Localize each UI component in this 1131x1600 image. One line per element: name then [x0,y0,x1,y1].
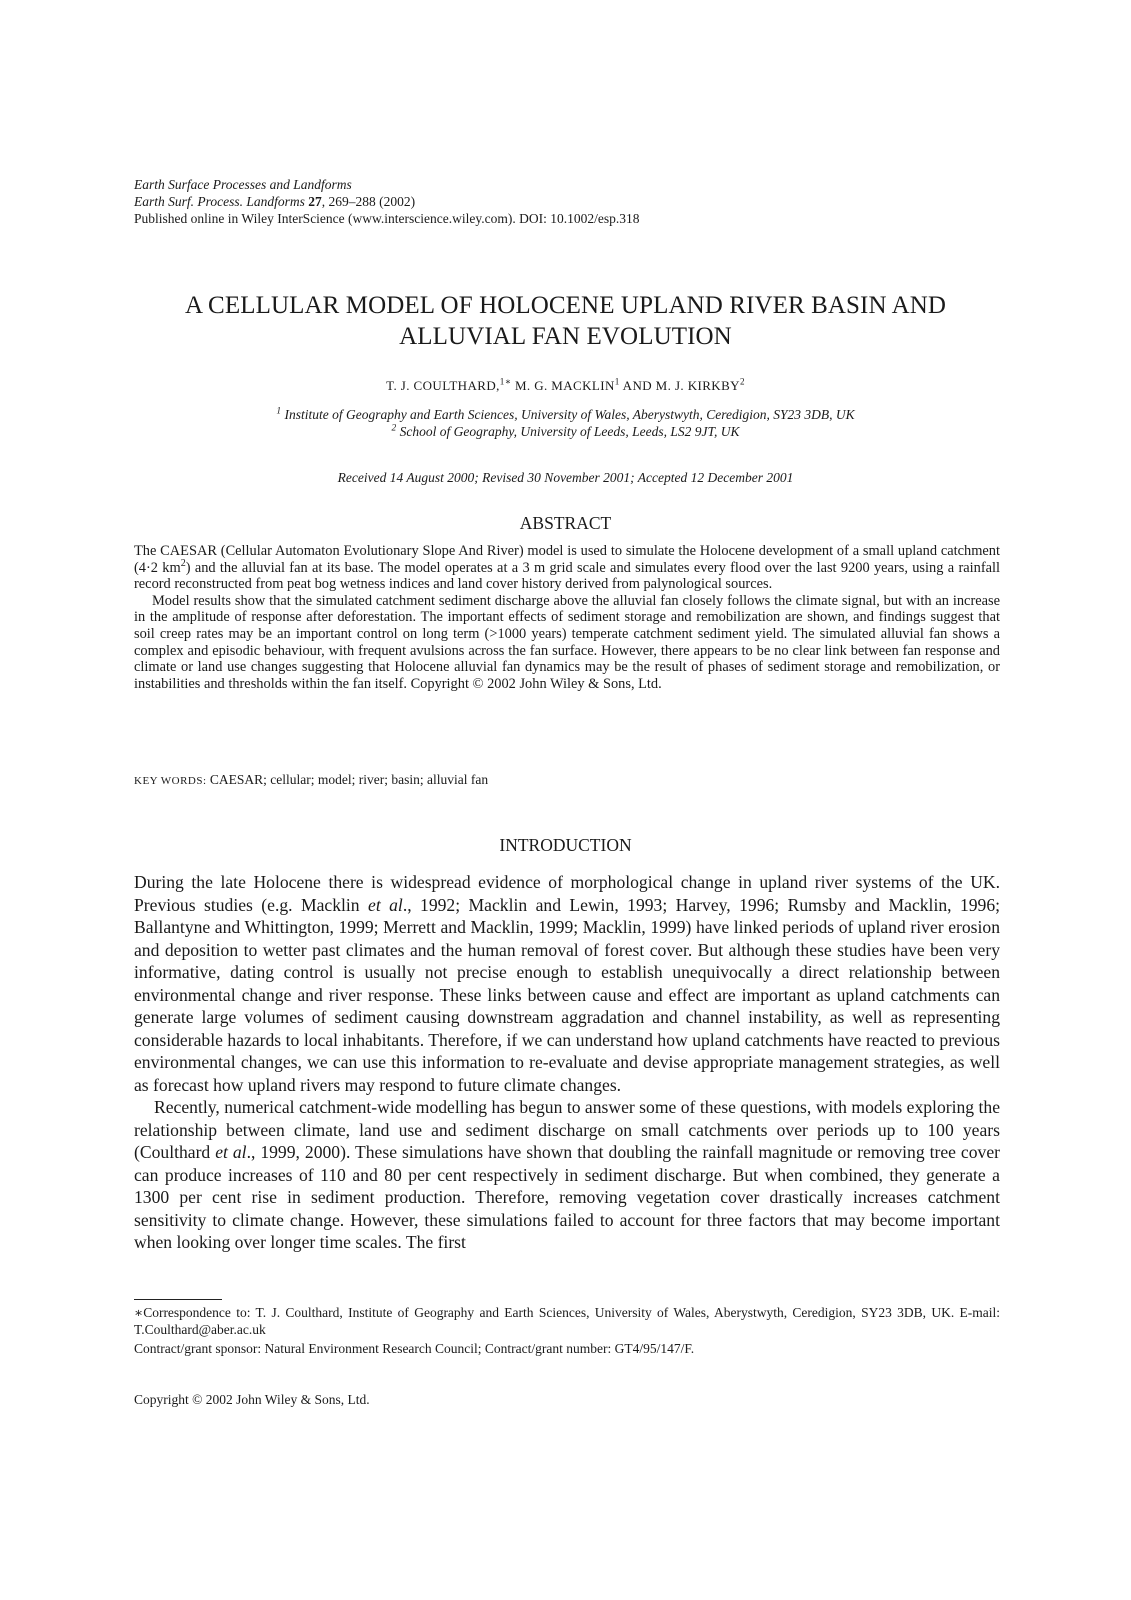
affiliation-2 [120,423,1011,440]
affiliation-1-number: 1 [276,406,282,417]
abstract-p1-text-b: ) and the alluvial fan at its base. The model operates at a 3 m grid scale and simulates every flood over the last 9200 years, using a rainfall record reconstructed from peat bog wetness indices and land cover history derived from palynological sources. [134,559,1000,593]
author-2: M. G. MACKLIN [511,378,615,393]
author-1-corresponding-mark: ∗ [504,376,512,387]
journal-pages-year: , 269–288 (2002) [321,194,416,209]
affiliation-2-number: 2 [391,423,397,434]
title-line-1: A CELLULAR MODEL OF HOLOCENE UPLAND RIVER BASIN AND [184,292,947,319]
footnotes [134,1304,1000,1359]
received-dates: Received 14 August 2000; Revised 30 November 2001; Accepted 12 December 2001 [337,470,794,485]
introduction-heading: INTRODUCTION [499,835,632,855]
abstract-heading: ABSTRACT [519,513,612,533]
title-line-2: ALLUVIAL FAN EVOLUTION [399,323,732,350]
intro-paragraph-1 [134,871,1000,1096]
author-1-affil: 1 [499,376,505,387]
abstract-p1-text-a: The CAESAR (Cellular Automaton Evolutionary Slope And River) model is used to simulate the Holocene development of a small upland catchment (4·2 km [134,543,1000,576]
grant-footnote: Contract/grant sponsor: Natural Environment Research Council; Contract/grant number: GT4/95/147/F. [134,1341,695,1356]
keywords-text: CAESAR; cellular; model; river; basin; alluvial fan [206,772,489,787]
abstract-p1-superscript: 2 [180,557,186,569]
intro-paragraph-2 [134,1096,1000,1254]
abstract-body [134,543,1000,692]
correspondence-text: Correspondence to: T. J. Coulthard, Institute of Geography and Earth Sciences, University of Wales, Aberystwyth, Ceredigion, SY23 3DB, UK. E-mail: T.Coulthard@aber.ac.uk [134,1305,1000,1337]
journal-abbrev: Earth Surf. Process. Landforms [134,194,305,209]
author-3: AND M. J. KIRKBY [619,378,740,393]
journal-doi: Published online in Wiley InterScience (www.interscience.wiley.com). DOI: 10.1002/esp.318 [134,211,640,226]
abstract-paragraph-1 [134,543,1000,593]
journal-name: Earth Surface Processes and Landforms [134,177,352,192]
journal-citation [134,193,1000,210]
copyright-notice: Copyright © 2002 John Wiley & Sons, Ltd. [134,1392,370,1407]
intro-p1-text-a: During the late Holocene there is widespread evidence of morphological change in upland river systems of the UK. Previous studies (e.g. Macklin [134,872,1000,915]
journal-header [134,176,1000,227]
intro-p2-text-a: Recently, numerical catchment-wide modelling has begun to answer some of these questions, with models exploring the relationship between climate, land use and sediment discharge on small catchments over periods up to 100 years (Coulthard [134,1097,1000,1162]
affiliation-2-text: School of Geography, University of Leeds, Leeds, LS2 9JT, UK [396,424,740,439]
intro-p2-text-b: ., 1999, 2000). These simulations have shown that doubling the rainfall magnitude or removing tree cover can produce increases of 110 and 80 per cent respectively in sediment discharge. But when combined, they generate a 1300 per cent rise in sediment production. Therefore, removing vegetation cover drastically increases catchment sensitivity to climate change. However, these simulations failed to account for three factors that may become important when looking over longer time scales. The first [134,1142,1001,1252]
correspondence-footnote [134,1304,1000,1338]
author-2-affil: 1 [614,376,620,387]
journal-volume: 27 [308,194,322,209]
paper-title [120,290,1011,352]
affiliation-1 [120,406,1011,423]
affiliation-1-text: Institute of Geography and Earth Sciences, University of Wales, Aberystwyth, Ceredigion, SY23 3DB, UK [281,407,855,422]
author-3-affil: 2 [739,376,745,387]
correspondence-mark: ∗ [134,1305,144,1320]
author-list [120,378,1011,394]
footnote-divider [134,1299,222,1300]
intro-p2-etal: et al [215,1142,247,1162]
keywords-label: KEY WORDS: [134,775,207,787]
affiliations [120,406,1011,440]
intro-p1-etal: et al [368,894,403,915]
author-1: T. J. COULTHARD, [386,378,500,393]
introduction-body [134,871,1000,1254]
abstract-paragraph-2: Model results show that the simulated catchment sediment discharge above the alluvial fan closely follows the climate signal, but with an increase in the amplitude of response after deforestation. The important effects of sediment storage and remobilization are shown, and findings suggest that soil creep rates may be an important control on long term (>1000 years) temperate catchment sediment yield. The simulated alluvial fan shows a complex and episodic behaviour, with frequent avulsions across the fan surface. However, there appears to be no clear link between fan response and climate or land use changes suggesting that Holocene alluvial fan dynamics may be the result of phases of sediment storage and remobilization, or instabilities and thresholds within the fan itself. Copyright © 2002 John Wiley & Sons, Ltd. [134,592,1000,692]
intro-p1-text-b: ., 1992; Macklin and Lewin, 1993; Harvey, 1996; Rumsby and Macklin, 1996; Ballantyne and Whittington, 1999; Merrett and Macklin, 1999; Macklin, 1999) have linked periods of upland river erosion and deposition to wetter past climates and the human removal of forest cover. But although these studies have been very informative, dating control is usually not precise enough to establish unequivocally a direct relationship between environmental change and river response. These links between cause and effect are important as upland catchments can generate large volumes of sediment causing downstream aggradation and channel instability, as well as representing considerable hazards to local inhabitants. Therefore, if we can understand how upland catchments have reacted to previous environmental changes, we can use this information to re-evaluate and devise appropriate management strategies, as well as forecast how upland rivers may respond to future climate changes. [134,894,1001,1095]
keywords [134,772,1000,788]
